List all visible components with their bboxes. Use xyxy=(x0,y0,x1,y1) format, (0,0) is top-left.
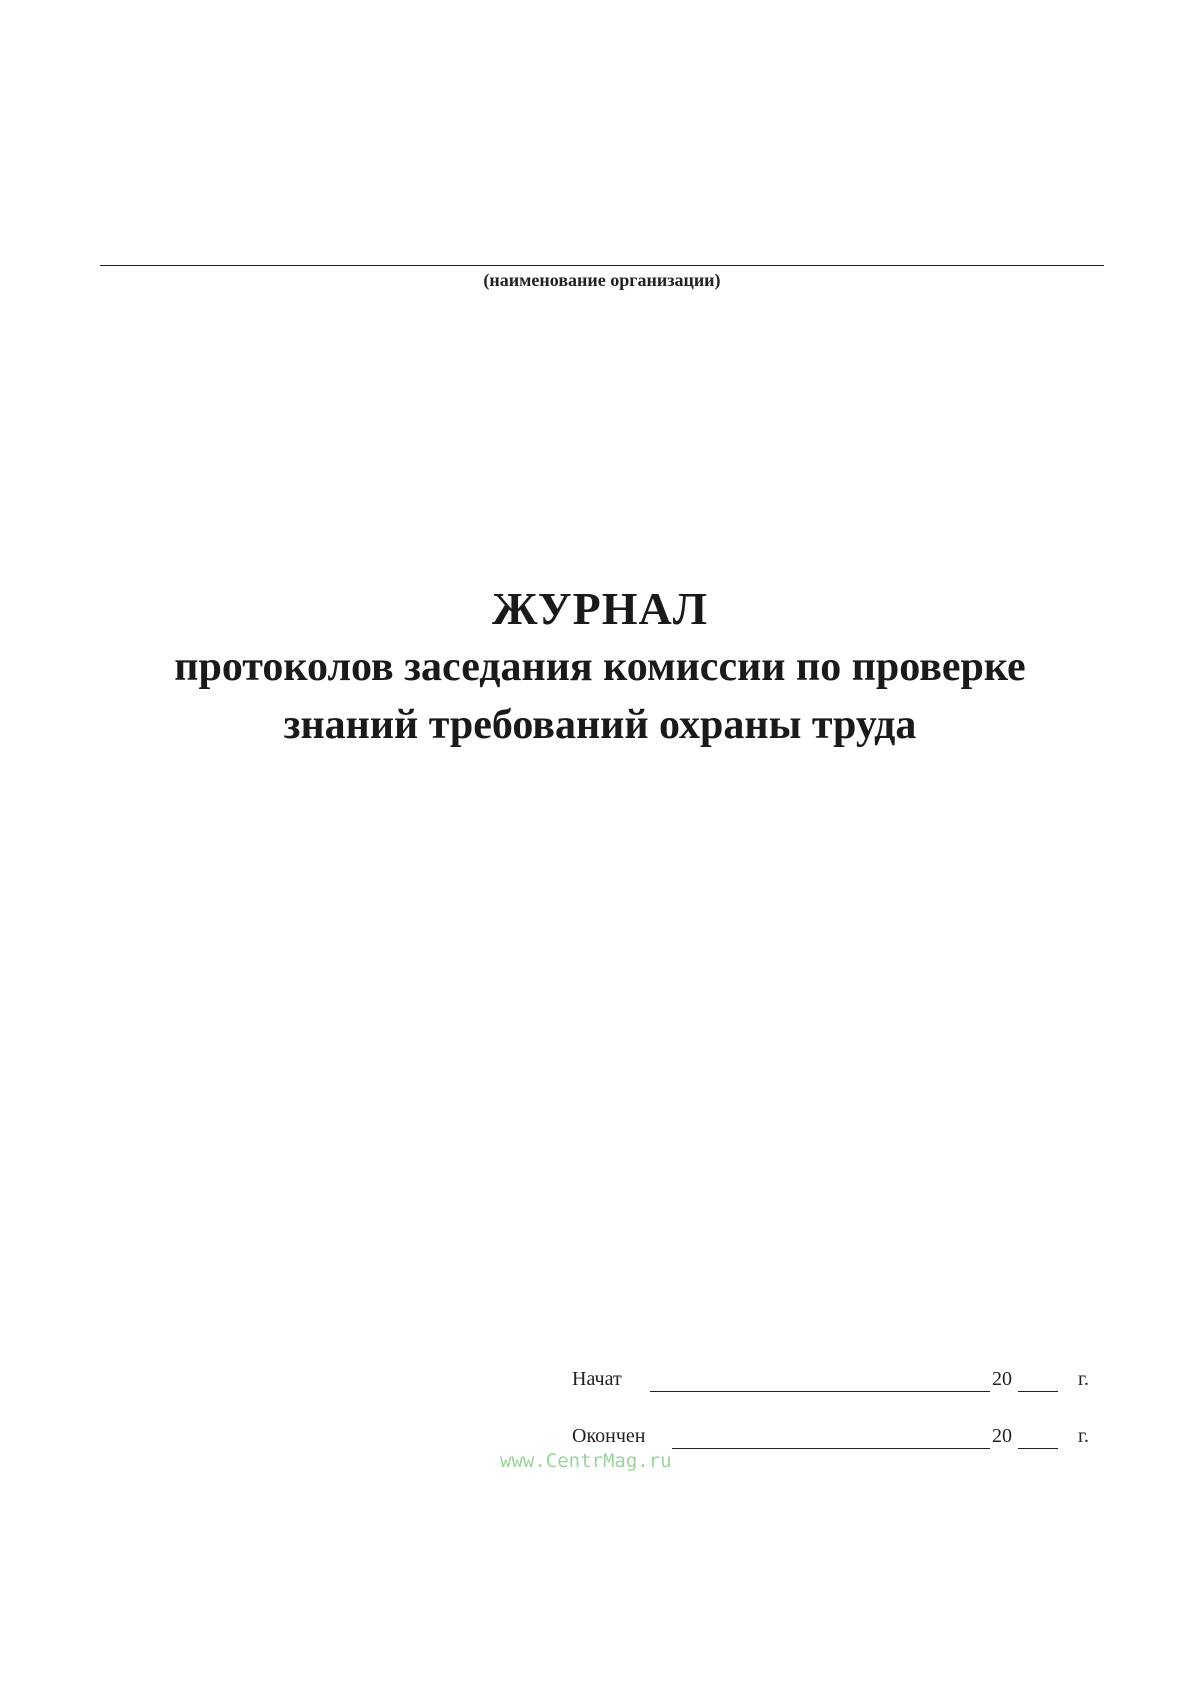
organization-name-line xyxy=(100,265,1104,266)
title-block xyxy=(60,580,1140,754)
started-century: 20 xyxy=(992,1368,1012,1390)
started-year-suffix: г. xyxy=(1078,1368,1089,1390)
ended-year-line xyxy=(1018,1448,1058,1449)
ended-century: 20 xyxy=(992,1425,1012,1447)
started-label: Начат xyxy=(572,1368,622,1390)
started-year-line xyxy=(1018,1391,1058,1392)
title-main: ЖУРНАЛ xyxy=(492,583,708,634)
title-line-3: знаний требований охраны труда xyxy=(283,702,917,748)
started-date-row xyxy=(572,1368,1092,1398)
title-line-2: протоколов заседания комиссии по проверке xyxy=(174,644,1026,690)
ended-date-line xyxy=(672,1448,990,1449)
ended-year-suffix: г. xyxy=(1078,1425,1089,1447)
watermark: www.CentrMag.ru xyxy=(500,1450,672,1472)
started-date-line xyxy=(650,1391,990,1392)
organization-caption: (наименование организации) xyxy=(483,270,721,290)
ended-label: Окончен xyxy=(572,1425,646,1447)
